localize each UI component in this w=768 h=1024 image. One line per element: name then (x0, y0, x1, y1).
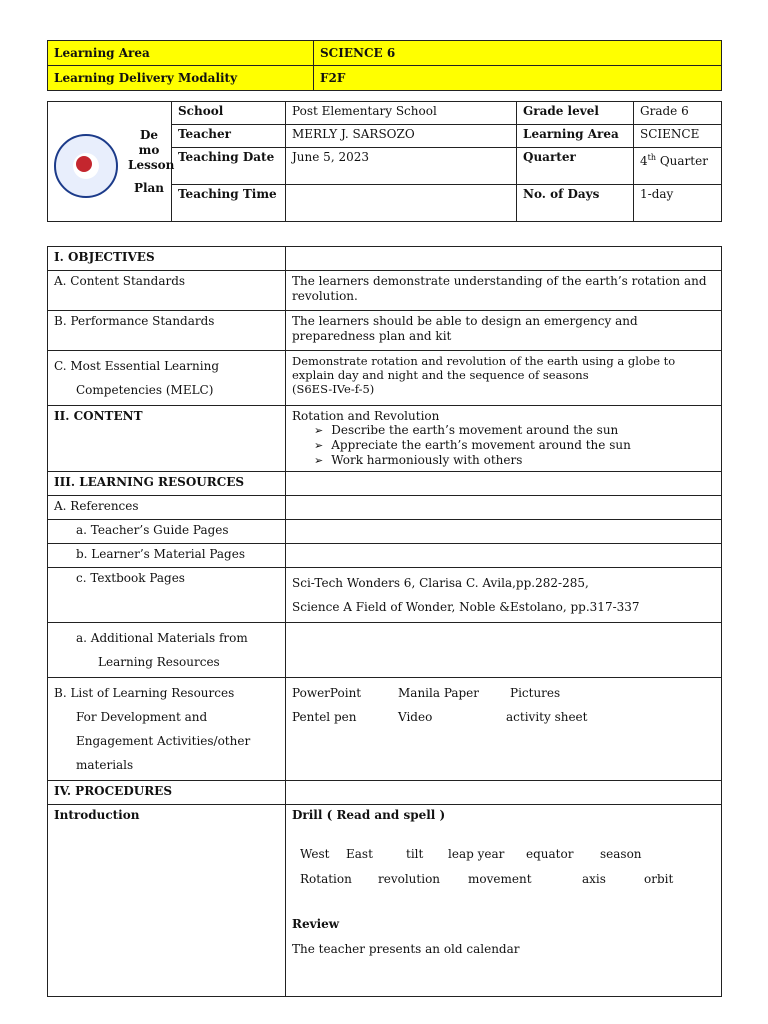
deped-seal-icon (54, 134, 118, 198)
textbook-pages-label: c. Textbook Pages (48, 568, 286, 623)
grade-label: Grade level (517, 102, 634, 125)
learning-area-value: SCIENCE 6 (314, 41, 722, 66)
references-label: A. References (48, 496, 286, 520)
teacher-label: Teacher (172, 125, 286, 148)
seal-cell (48, 102, 175, 222)
tg-pages-label: a. Teacher’s Guide Pages (48, 520, 286, 544)
content-standards-value: The learners demonstrate understanding of the earth’s rotation and revolution. (286, 271, 722, 311)
performance-standards-label: B. Performance Standards (48, 311, 286, 351)
learning-area-table (47, 40, 722, 91)
review-text: The teacher presents an old calendar (292, 942, 520, 956)
resources-heading: III. LEARNING RESOURCES (48, 472, 286, 496)
objectives-heading: I. OBJECTIVES (48, 247, 286, 271)
time-value (286, 185, 517, 222)
school-value: Post Elementary School (286, 102, 517, 125)
lesson-plan-table (47, 246, 722, 997)
plan-title: De mo Lesson Plan (128, 128, 175, 195)
days-value: 1-day (634, 185, 722, 222)
school-label: School (172, 102, 286, 125)
performance-standards-value: The learners should be able to design an emergency and preparedness plan and kit (286, 311, 722, 351)
resource-list-label: B. List of Learning Resources For Development and Engagement Activities/other materials (48, 678, 286, 781)
content-heading: II. CONTENT (48, 406, 286, 472)
modality-label: Learning Delivery Modality (48, 66, 314, 91)
content-standards-label: A. Content Standards (48, 271, 286, 311)
melc-label: C. Most Essential Learning Competencies (MELC) (48, 351, 286, 406)
introduction-content: Drill ( Read and spell ) West East tilt leap year equator season Rotation revolution movement axis orbit Review The teacher presents an old calendar (286, 805, 722, 997)
resource-list-value: PowerPoint Manila Paper Pictures Pentel pen Video activity sheet (286, 678, 722, 781)
procedures-heading: IV. PROCEDURES (48, 781, 286, 805)
quarter-label: Quarter (517, 148, 634, 185)
date-value: June 5, 2023 (286, 148, 517, 185)
list-item: ➢ Work harmoniously with others (314, 453, 715, 468)
content-value: Rotation and Revolution ➢ Describe the earth’s movement around the sun ➢ Appreciate the earth’s movement around the sun ➢ Work harmoniously with others (286, 406, 722, 472)
area-value: SCIENCE (634, 125, 722, 148)
review-title: Review (292, 917, 340, 931)
area-label: Learning Area (517, 125, 634, 148)
drill-row-1: West East tilt leap year equator season (300, 847, 642, 861)
quarter-value: 4th Quarter (634, 148, 722, 185)
teacher-value: MERLY J. SARSOZO (286, 125, 517, 148)
time-label: Teaching Time (172, 185, 286, 222)
additional-materials-label: a. Additional Materials from Learning Resources (48, 623, 286, 678)
list-item: ➢ Describe the earth’s movement around the sun (314, 423, 715, 438)
learning-area-label: Learning Area (48, 41, 314, 66)
grade-value: Grade 6 (634, 102, 722, 125)
days-label: No. of Days (517, 185, 634, 222)
date-label: Teaching Date (172, 148, 286, 185)
lesson-header-table (47, 101, 722, 222)
melc-value: Demonstrate rotation and revolution of the earth using a globe to explain day and night and the sequence of seasons (S6ES-IVe-f-5) (286, 351, 722, 406)
introduction-label: Introduction (48, 805, 286, 997)
content-list (292, 423, 715, 468)
textbook-pages-value: Sci-Tech Wonders 6, Clarisa C. Avila,pp.282-285, Science A Field of Wonder, Noble &Estolano, pp.317-337 (286, 568, 722, 623)
drill-row-2: Rotation revolution movement axis orbit (300, 872, 674, 886)
modality-value: F2F (314, 66, 722, 91)
lm-pages-label: b. Learner’s Material Pages (48, 544, 286, 568)
list-item: ➢ Appreciate the earth’s movement around the sun (314, 438, 715, 453)
